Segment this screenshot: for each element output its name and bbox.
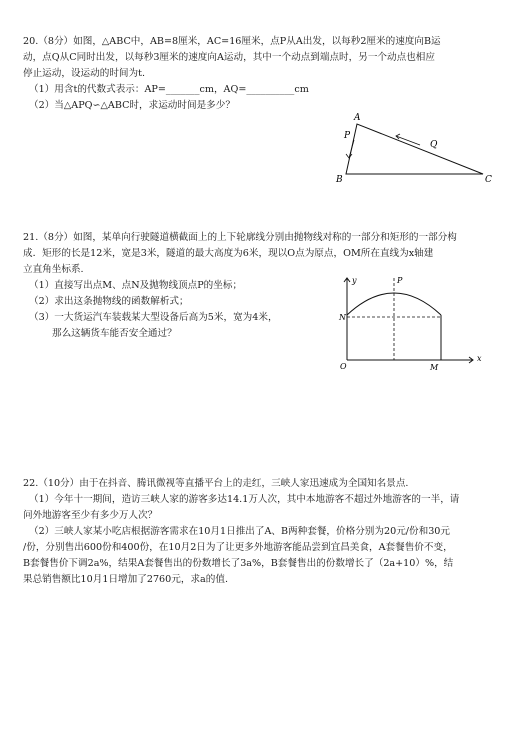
q21-line-2: 成．矩形的长是12米，宽是3米，隧道的最大高度为6米，现以O点为原点，OM所在直线为x轴建	[23, 248, 434, 259]
q21-sub3b: 那么这辆货车能否安全通过？	[52, 328, 177, 339]
q21-label-M: M	[430, 363, 439, 372]
q20-line-1: 20.（8分）如图，△ABC中，AB=8厘米，AC=16厘米，点P从A出发，以每秒2厘米的速度向B运	[23, 36, 441, 47]
q20-label-C: C	[485, 175, 492, 185]
q21-label-N: N	[339, 313, 346, 322]
q20-sub1: （1）用含t的代数式表示：AP=_______cm，AQ=__________cm	[29, 84, 309, 95]
q22-sub2-line-2: /份，分别售出600份和400份，在10月2日为了让更多外地游客能品尝到宜昌美食，A套餐售价不变，	[23, 542, 453, 553]
q20-label-Q: Q	[430, 140, 438, 150]
q21-line-3: 立直角坐标系.	[23, 264, 84, 275]
q21-label-y: y	[352, 276, 357, 285]
q22-line-1: 22.（10分）由于在抖音、腾讯微视等直播平台上的走红，三峡人家迅速成为全国知名景点.	[23, 478, 409, 489]
q20-line-3: 停止运动，设运动的时间为t.	[23, 68, 146, 79]
q21-sub1: （1）直接写出点M、点N及抛物线顶点P的坐标；	[29, 280, 243, 291]
q22-sub2-line-4: 果总销售额比10月1日增加了2760元，求a的值.	[23, 574, 228, 585]
q21-sub3a: （3）一大货运汽车装载某大型设备后高为5米，宽为4米，	[29, 312, 278, 323]
q21-label-x: x	[477, 354, 482, 363]
q21-label-P: P	[397, 276, 403, 285]
q20-label-A: A	[354, 113, 361, 123]
q20-sub2: （2）当△APQ∽△ABC时，求运动时间是多少？	[29, 100, 235, 111]
q21-tunnel-figure	[335, 272, 485, 377]
q22-sub1b: 问外地游客至少有多少万人次？	[23, 510, 158, 521]
q22-sub1a: （1）今年十一期间，造访三峡人家的游客多达14.1万人次，其中本地游客不超过外地游客的一半，请	[29, 494, 460, 505]
q22-sub2-line-1: （2）三峡人家某小吃店根据游客需求在10月1日推出了A、B两种套餐，价格分别为20元/份和30元	[29, 526, 451, 537]
q20-line-2: 动，点Q从C同时出发，以每秒3厘米的速度向A运动，其中一个动点到端点时，另一个动点也相应	[23, 52, 435, 63]
q20-triangle-figure	[330, 110, 500, 190]
q20-label-P: P	[344, 131, 351, 141]
q20-label-B: B	[336, 175, 343, 185]
q22-sub2-line-3: B套餐售价下调2a%，结果A套餐售出的份数增长了3a%，B套餐售出的份数增长了（2a+10）%，结	[23, 558, 454, 569]
q21-line-1: 21.（8分）如图，某单向行驶隧道横截面上的上下轮廓线分别由抛物线对称的一部分和矩形的一部分构	[23, 232, 457, 243]
q21-sub2: （2）求出这条抛物线的函数解析式；	[29, 296, 189, 307]
q21-label-O: O	[340, 362, 347, 371]
